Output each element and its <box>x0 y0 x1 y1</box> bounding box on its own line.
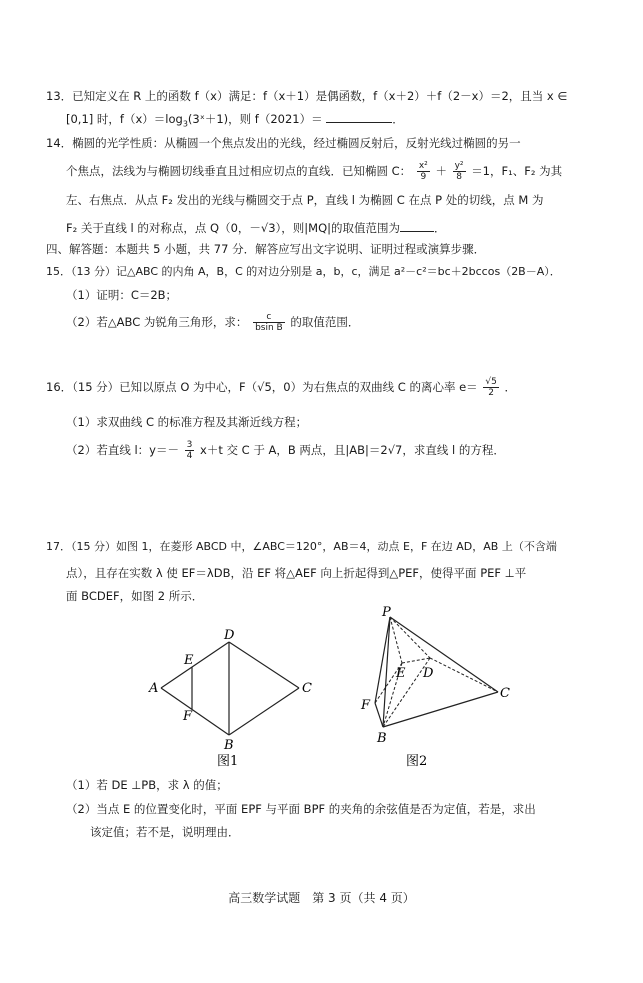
q13-line2-text-b: (3ˣ＋1)，则 f（2021）＝ <box>187 112 323 126</box>
q17-line2: 点），且存在实数 λ 使 EF＝λDB，沿 EF 将△AEF 向上折起得到△PEF，使得平面 PEF ⊥平 <box>66 566 527 580</box>
q13-line1: 13．已知定义在 R 上的函数 f（x）满足：f（x＋1）是偶函数，f（x＋2）＋f（2－x）＝2，且当 x ∈ <box>46 89 568 103</box>
figure-2-svg <box>350 605 525 773</box>
q14-line4: F₂ 关于直线 l 的对称点，点 Q（0，－√3），则|MQ|的取值范围为 ． <box>66 221 446 235</box>
q14-line2-text-a: 个焦点，法线为与椭圆切线垂直且过相应切点的直线．已知椭圆 C： <box>66 164 412 178</box>
q15-part2-text-a: （2）若△ABC 为锐角三角形，求： <box>66 315 248 329</box>
q16-part2 <box>66 440 505 461</box>
q14-frac-x: $\frac{\text{x²}}{9}$ <box>418 161 428 182</box>
fig2-edge-pc <box>390 617 498 692</box>
q14-line1: 14．椭圆的光学性质：从椭圆一个焦点发出的光线，经过椭圆反射后，反射光线过椭圆的另一 <box>46 136 521 150</box>
fig1-label-e: E <box>184 653 194 668</box>
fig2-edge-fb <box>375 703 383 727</box>
fig1-edge-ba <box>161 688 229 735</box>
q14-line2-text-b: ＝1，F₁、F₂ 为其 <box>471 164 563 178</box>
fig1-edge-dc <box>229 642 299 688</box>
fig2-dash-pd <box>390 617 430 658</box>
q16-line1-text-a: 16．（15 分）已知以原点 O 为中心，F（√5，0）为右焦点的双曲线 C 的离心率 e＝ <box>46 380 478 394</box>
fig2-label-e: E <box>396 666 406 681</box>
fig2-label-p: P <box>382 605 391 620</box>
q16-frac-slope: $\frac{3}{4}$ <box>186 440 193 461</box>
q14-line2 <box>66 161 562 182</box>
fig2-label-d: D <box>423 666 434 681</box>
fig1-caption: 图1 <box>217 754 239 769</box>
fig2-edge-bc <box>383 692 498 727</box>
fig1-label-b: B <box>224 738 234 753</box>
figure-1 <box>145 612 335 772</box>
fig1-label-c: C <box>302 681 312 696</box>
fig2-dash-dc <box>430 658 498 692</box>
figure-2 <box>350 605 525 773</box>
page-footer: 高三数学试题 第 3 页（共 4 页） <box>228 891 415 905</box>
q17-part2-line1: （2）当点 E 的位置变化时，平面 EPF 与平面 BPF 的夹角的余弦值是否为定值，若是，求出 <box>66 802 536 816</box>
figure-1-svg <box>145 612 335 772</box>
fig1-edge-ad <box>161 642 229 688</box>
fig2-label-f: F <box>361 698 371 713</box>
q13-answer-blank <box>326 110 392 123</box>
q16-part2-text-a: （2）若直线 l：y＝－ <box>66 443 179 457</box>
q15-frac: $\frac{c}{\text{bsin B}}$ <box>255 312 283 333</box>
fig2-dash-ed <box>402 658 430 663</box>
q13-line2: [0,1] 时，$f(x)=\log_3(3ˣ+1)$，则 f（2021）＝ ． <box>66 112 404 129</box>
q17-part2-line2: 该定值；若不是，说明理由． <box>90 825 240 839</box>
q15-line1: 15．（13 分）记△ABC 的内角 A，B，C 的对边分别是 a，b，c，满足 a²－c²＝bc＋2bccos（2B－A）． <box>46 265 561 278</box>
q16-line1: 16．（15 分）已知以原点 O 为中心，F（√5，0）为右焦点的双曲线 C 的离心率 e＝ $\frac{√5}{2}$ ． <box>46 377 516 398</box>
q14-frac-y: $\frac{\text{y²}}{8}$ <box>454 161 464 182</box>
q16-part1: （1）求双曲线 C 的标准方程及其渐近线方程； <box>66 415 308 429</box>
fig1-label-a: A <box>149 681 159 696</box>
fig1-edge-cb <box>229 688 299 735</box>
q14-plus: ＋ <box>435 164 447 178</box>
fig1-label-f: F <box>183 709 193 724</box>
q15-part2-text-b: 的取值范围． <box>290 315 360 329</box>
q15-part1: （1）证明：C＝2B； <box>66 288 178 302</box>
q13-line2-text-a: [0,1] 时，f（x）＝log <box>66 112 183 126</box>
fig2-caption: 图2 <box>406 754 428 769</box>
fig2-edge-pb <box>383 617 390 727</box>
q17-part1: （1）若 DE ⊥PB，求 λ 的值； <box>66 778 228 792</box>
q14-line4-text-a: F₂ 关于直线 l 的对称点，点 Q（0，－√3），则|MQ|的取值范围为 <box>66 221 401 235</box>
q14-answer-blank <box>400 219 434 232</box>
q17-line3: 面 BCDEF，如图 2 所示． <box>66 589 204 603</box>
fig2-label-b: B <box>377 731 387 746</box>
q15-part2 <box>66 312 359 333</box>
q16-part2-text-b: x＋t 交 C 于 A，B 两点，且|AB|＝2√7，求直线 l 的方程． <box>200 443 505 457</box>
section4-heading: 四、解答题：本题共 5 小题，共 77 分．解答应写出文字说明、证明过程或演算步骤． <box>46 242 486 256</box>
q14-line3: 左、右焦点．从点 F₂ 发出的光线与椭圆交于点 P，直线 l 为椭圆 C 在点 P 处的切线，点 M 为 <box>66 193 544 207</box>
fig2-label-c: C <box>500 686 510 701</box>
fig1-label-d: D <box>224 628 235 643</box>
q16-frac-e: $\frac{√5}{2}$ <box>485 377 497 398</box>
q17-line1: 17．（15 分）如图 1，在菱形 ABCD 中，∠ABC＝120°，AB＝4，动点 E，F 在边 AD，AB 上（不含端 <box>46 540 557 553</box>
